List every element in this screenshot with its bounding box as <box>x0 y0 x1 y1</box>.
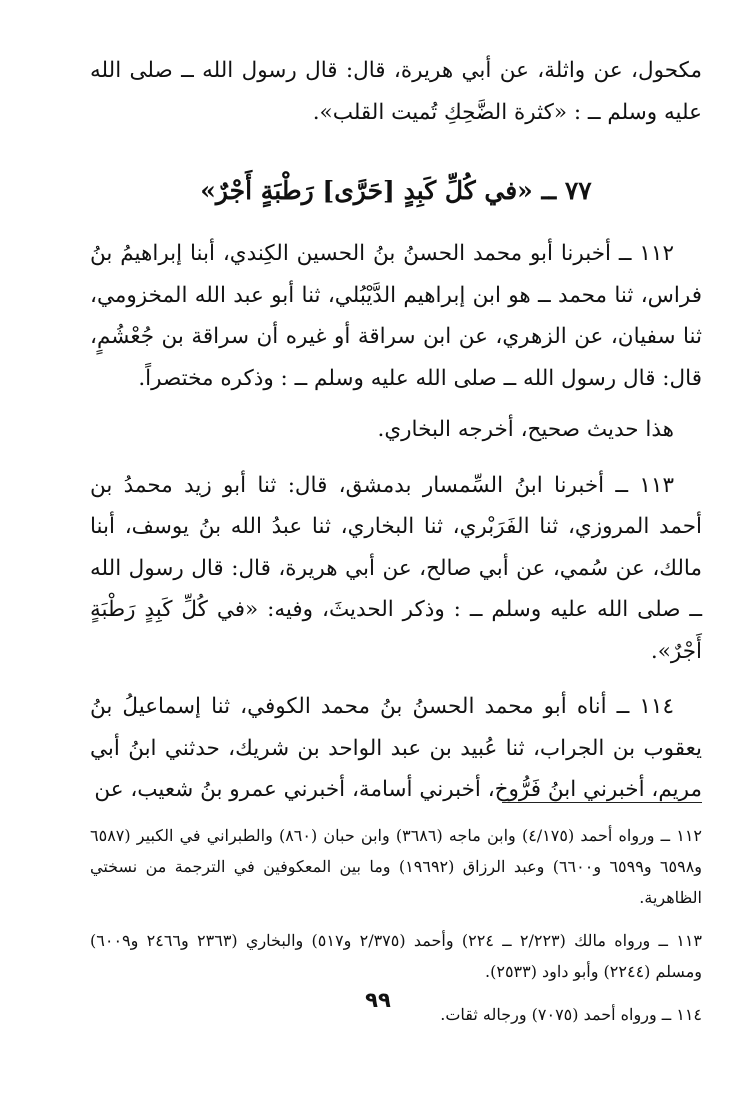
hadith-113: ١١٣ ــ أخبرنا ابنُ السِّمسار بدمشق، قال: ثنا أبو زيد محمدُ بن أحمد المروزي، ثنا الفَرَبْري، ثنا البخاري، ثنا عبدُ الله بنُ يوسف، أبنا مالك، عن سُمي، عن أبي صالح، عن أبي هريرة، قال: قال رسول الله ــ صلى الله عليه وسلم ــ : وذكر الحديثَ، وفيه: «في كُلِّ كَبِدٍ رَطْبَةٍ أَجْرٌ». <box>90 472 702 664</box>
hadith-114: ١١٤ ــ أناه أبو محمد الحسنُ بنُ محمد الكوفي، ثنا إسماعيلُ بنُ يعقوب بن الجراب، ثنا عُبيد بن عبد الواحد بن شريك، حدثني ابنُ أبي مريم، أخبرني ابنُ فَرُّوخ، أخبرني أسامة، أخبرني عمرو بنُ شعيب، عن <box>90 694 702 802</box>
footnote-112: ١١٢ ــ ورواه أحمد (٤/١٧٥) وابن ماجه (٣٦٨٦) وابن حبان (٨٦٠) والطبراني في الكبير (٦٥٨٧ و٦٥٩٨ و٦٥٩٩ و٦٦٠٠) وعبد الرزاق (١٩٦٩٢) وما بين المعكوفين في الترجمة من نسختي الظاهرية. <box>90 826 703 907</box>
footnote-divider <box>502 802 702 803</box>
intro-paragraph: مكحول، عن واثلة، عن أبي هريرة، قال: قال رسول الله ــ صلى الله عليه وسلم ــ : «كثرة الضَّحِكِ تُميت القلب». <box>90 58 702 125</box>
footnote-113: ١١٣ ــ ورواه مالك (٢/٢٢٣ ــ ٢٢٤) وأحمد (٢/٣٧٥ و٥١٧) والبخاري (٢٣٦٣ و٢٤٦٦ و٦٠٠٩) ومسلم (٢٢٤٤) وأبو داود (٢٥٣٣). <box>90 931 703 981</box>
hadith-112: ١١٢ ــ أخبرنا أبو محمد الحسنُ بنُ الحسين الكِندي، أبنا إبراهيمُ بنُ فراس، ثنا محمد ــ هو ابن إبراهيم الدَّيْبُلي، ثنا أبو عبد الله المخزومي، ثنا سفيان، عن الزهري، عن ابن سراقة أو غيره أن سراقة بن جُعْشُمٍ، قال: قال رسول الله ــ صلى الله عليه وسلم ــ : وذكره مختصراً. <box>90 241 702 391</box>
page-body <box>90 50 703 1024</box>
page-number: ٩٩ <box>365 988 391 1012</box>
footnote-114: ١١٤ ــ ورواه أحمد (٧٠٧٥) ورجاله ثقات. <box>440 1005 702 1024</box>
chapter-heading: ٧٧ ــ «في كُلِّ كَبِدٍ [حَرَّى] رَطْبَةٍ أَجْرٌ» <box>200 176 592 205</box>
hadith-112-grading: هذا حديث صحيح، أخرجه البخاري. <box>377 417 674 442</box>
